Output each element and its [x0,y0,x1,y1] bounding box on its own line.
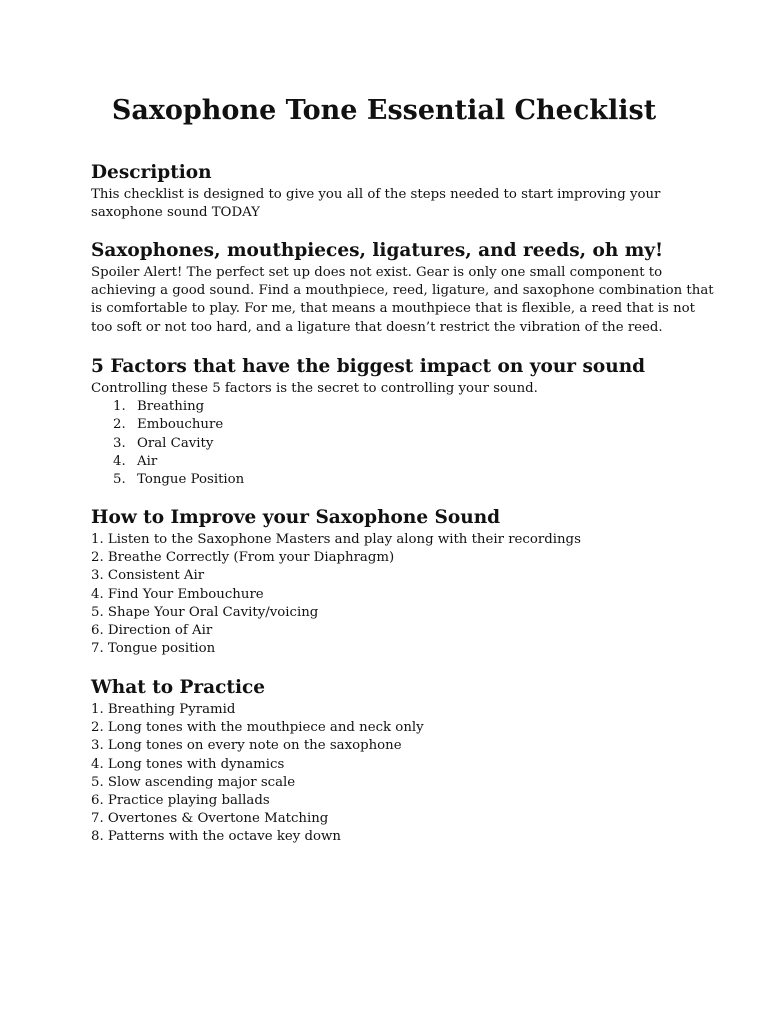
list-item [113,471,691,489]
improve-list [91,531,691,658]
list-item: 6. Practice playing ballads [91,793,270,809]
gear-line: too soft or not too hard, and a ligature that doesn’t restrict the vibration of the reed. [91,319,663,335]
gear-section [91,238,714,337]
list-text: Tongue Position [137,472,245,488]
factors-heading: 5 Factors that have the biggest impact on your sound [91,356,646,377]
list-number: 4. [113,453,126,469]
list-item: 3. Consistent Air [91,568,205,584]
list-item: 4. Long tones with dynamics [91,756,285,772]
description-heading: Description [91,162,212,183]
list-item [113,435,691,453]
description-line: saxophone sound TODAY [91,205,260,221]
improve-section [91,505,691,658]
improve-heading: How to Improve your Saxophone Sound [91,507,501,528]
list-item: 2. Breathe Correctly (From your Diaphragm) [91,550,395,566]
list-text: Oral Cavity [137,435,214,451]
factors-intro: Controlling these 5 factors is the secret to controlling your sound. [91,381,538,396]
factors-section [91,354,691,489]
list-number: 3. [113,435,126,451]
factors-list [91,398,691,489]
list-item: 4. Find Your Embouchure [91,586,264,602]
list-text: Breathing [137,399,205,415]
list-number: 2. [113,417,126,433]
list-text: Embouchure [137,417,224,433]
list-item: 5. Slow ascending major scale [91,774,296,790]
list-number: 1. [113,399,126,415]
description-section [91,160,691,222]
list-item: 8. Patterns with the octave key down [91,829,341,845]
list-item: 1. Breathing Pyramid [91,702,236,717]
page-title: Saxophone Tone Essential Checklist [111,95,657,126]
gear-line: Spoiler Alert! The perfect set up does not exist. Gear is only one small component to [91,265,663,280]
list-item: 7. Tongue position [91,641,216,657]
list-item [113,416,691,434]
description-line: This checklist is designed to give you all of the steps needed to start improving your [91,187,661,202]
list-item: 2. Long tones with the mouthpiece and neck only [91,720,424,736]
gear-heading: Saxophones, mouthpieces, ligatures, and reeds, oh my! [91,240,664,261]
practice-section [91,675,691,847]
list-item: 3. Long tones on every note on the saxophone [91,738,402,754]
list-item [113,453,691,471]
gear-line: is comfortable to play. For me, that means a mouthpiece that is flexible, a reed that is not [91,301,695,317]
list-number: 5. [113,472,126,488]
list-text: Air [137,453,158,469]
practice-heading: What to Practice [91,677,266,698]
list-item: 1. Listen to the Saxophone Masters and play along with their recordings [91,532,581,547]
list-item: 7. Overtones & Overtone Matching [91,811,329,827]
gear-line: achieving a good sound. Find a mouthpiece, reed, ligature, and saxophone combination that [91,283,714,299]
practice-list [91,701,691,847]
list-item [113,398,691,416]
list-item: 6. Direction of Air [91,623,213,639]
list-item: 5. Shape Your Oral Cavity/voicing [91,604,319,620]
